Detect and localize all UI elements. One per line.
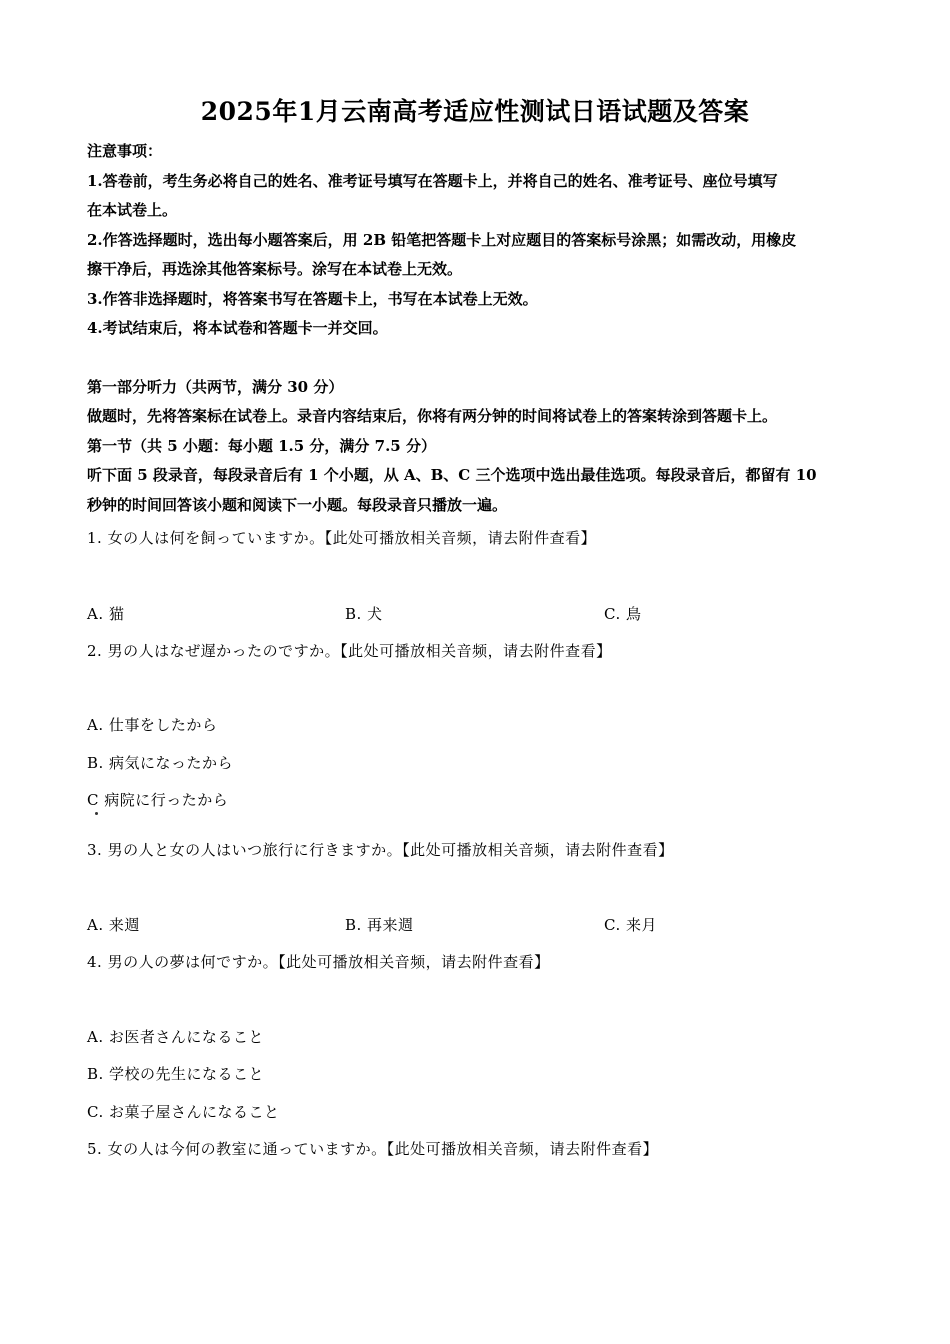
q4-option-a: A. お医者さんになること (87, 1028, 264, 1046)
q1-option-a: A. 猫 (87, 605, 125, 623)
notice-line: 4.考试结束后，将本试卷和答题卡一并交回。 (87, 319, 388, 337)
question-3: 3. 男の人と女の人はいつ旅行に行きますか。【此处可播放相关音频，请去附件查看】 (87, 841, 674, 859)
page-title: 2025年1月云南高考适应性测试日语试题及答案 (200, 97, 750, 126)
part1-heading: 第一部分听力（共两节，满分 30 分） (87, 378, 344, 396)
q4-option-b: B. 学校の先生になること (87, 1065, 265, 1083)
q1-option-b: B. 犬 (345, 605, 383, 623)
question-2: 2. 男の人はなぜ遅かったのですか。【此处可播放相关音频，请去附件查看】 (87, 642, 612, 660)
notice-line: 擦干净后，再选涂其他答案标号。涂写在本试卷上无效。 (87, 260, 463, 278)
question-1: 1. 女の人は何を飼っていますか。【此处可播放相关音频，请去附件查看】 (87, 529, 597, 547)
question-5: 5. 女の人は今何の教室に通っていますか。【此处可播放相关音频，请去附件查看】 (87, 1140, 659, 1158)
notice-line: 2.作答选择题时，选出每小题答案后，用 2B 铅笔把答题卡上对应题目的答案标号涂黑；如需改动，用橡皮 (87, 231, 797, 249)
notice-line: 3.作答非选择题时，将答案书写在答题卡上，书写在本试卷上无效。 (87, 290, 538, 308)
notice-heading: 注意事项： (87, 142, 163, 160)
q3-option-a: A. 来週 (87, 916, 140, 934)
section1-instruction: 听下面 5 段录音，每段录音后有 1 个小题，从 A、B、C 三个选项中选出最佳选项。每段录音后，都留有 10 (87, 466, 817, 484)
section1-instruction: 秒钟的时间回答该小题和阅读下一小题。每段录音只播放一遍。 (87, 496, 508, 514)
stray-dot (95, 812, 98, 815)
question-4: 4. 男の人の夢は何ですか。【此处可播放相关音频，请去附件查看】 (87, 953, 550, 971)
q3-option-b: B. 再来週 (345, 916, 414, 934)
q1-option-c: C. 鳥 (604, 605, 642, 623)
section1-heading: 第一节（共 5 小题：每小题 1.5 分，满分 7.5 分） (87, 437, 436, 455)
q2-option-c: C 病院に行ったから (87, 791, 229, 809)
q2-option-b: B. 病気になったから (87, 754, 234, 772)
q3-option-c: C. 来月 (604, 916, 657, 934)
notice-line: 在本试卷上。 (87, 201, 178, 219)
q4-option-c: C. お菓子屋さんになること (87, 1103, 280, 1121)
notice-line: 1.答卷前，考生务必将自己的姓名、准考证号填写在答题卡上，并将自己的姓名、准考证号、座位号填写 (87, 172, 778, 190)
q2-option-a: A. 仕事をしたから (87, 716, 218, 734)
part1-instruction: 做题时，先将答案标在试卷上。录音内容结束后，你将有两分钟的时间将试卷上的答案转涂到答题卡上。 (87, 407, 778, 425)
